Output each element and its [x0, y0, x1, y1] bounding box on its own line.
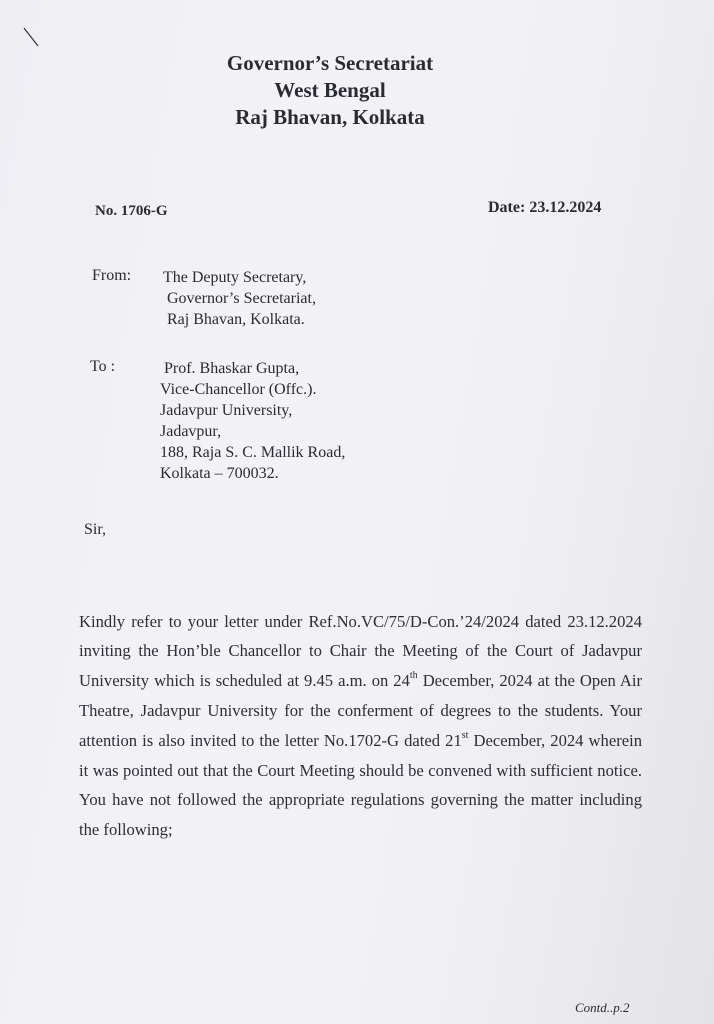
sender-address	[163, 267, 316, 330]
recipient-address	[160, 358, 345, 484]
to-label: To :	[90, 358, 116, 375]
recipient-line: Jadavpur,	[160, 423, 222, 440]
recipient-line: Jadavpur University,	[160, 402, 293, 419]
letterhead-location: Raj Bhavan, Kolkata	[235, 105, 425, 129]
sender-line: Governor’s Secretariat,	[167, 290, 316, 307]
salutation: Sir,	[84, 521, 107, 538]
letterhead-office: Governor’s Secretariat	[226, 51, 434, 75]
from-label: From:	[92, 267, 132, 284]
body-text: December, 2024 wherein it was pointed out that the Court Meeting should be convened with sufficient notice. You have not followed the appropriate regulations governing the matter including the following;	[79, 730, 643, 840]
letterhead	[0, 50, 660, 131]
ordinal-suffix: th	[409, 670, 418, 682]
ordinal-suffix: st	[461, 729, 469, 741]
body-text: December, 2024 at the Open Air Theatre, Jadavpur University for the conferment of degrees to the students. Your attention is also invited to the letter No.1702-G dated 21	[79, 671, 642, 750]
recipient-line: Vice-Chancellor (Offc.).	[160, 381, 317, 398]
letter-date: Date: 23.12.2024	[488, 199, 602, 216]
recipient-line: Prof. Bhaskar Gupta,	[164, 360, 300, 377]
letterhead-state: West Bengal	[274, 78, 386, 102]
sender-line: The Deputy Secretary,	[163, 269, 307, 286]
pen-mark	[22, 26, 40, 48]
sender-line: Raj Bhavan, Kolkata.	[167, 311, 305, 328]
reference-number: No. 1706-G	[95, 203, 168, 219]
recipient-line: 188, Raja S. C. Mallik Road,	[160, 444, 346, 461]
body-text: Kindly refer to your letter under Ref.No.VC/75/D-Con.’24/2024 dated 23.12.2024 inviting the Hon’ble Chancellor to Chair the Meeting of the Court of Jadavpur University which is scheduled at 9.45 a.m. on 24	[79, 611, 642, 691]
continued-note: Contd..p.2	[575, 1000, 630, 1015]
body-paragraph	[79, 607, 642, 845]
recipient-line: Kolkata – 700032.	[160, 465, 279, 482]
